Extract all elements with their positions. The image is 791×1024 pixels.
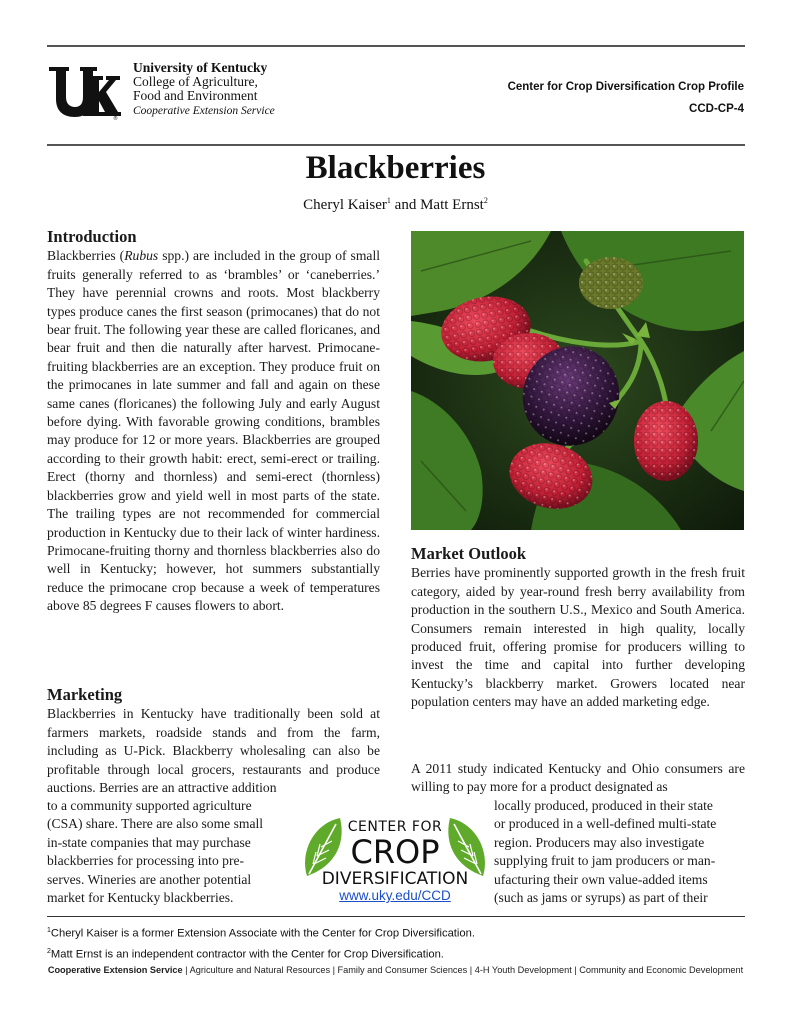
blackberry-photo [411, 231, 744, 530]
market-outlook-line: or produced in a well-defined multi-state [494, 816, 717, 832]
college-line-1: College of Agriculture, [133, 74, 258, 89]
marketing-text: Blackberries in Kentucky have traditionally been sold at farmers markets, roadside stands and from the farm, including as U-Pick. Blackberry wholesaling can also be profitable through local grocers, restaurants and produce auctions. Berries are an attractive addition [47, 706, 380, 796]
footer-programs: | Agriculture and Natural Resources | Family and Consumer Sciences | 4-H Youth Development | Community and Economic Development [182, 965, 744, 975]
author-joiner: and [390, 197, 421, 213]
series-block [508, 76, 744, 120]
footer-service: Cooperative Extension Service [47, 965, 183, 975]
market-outlook-line: (such as jams or syrups) as part of their [494, 890, 708, 906]
market-outlook-line: locally produced, produced in their state [494, 798, 713, 813]
market-outlook-paragraph-2-text: A 2011 study indicated Kentucky and Ohio consumers are willing to pay more for a product designated as [411, 761, 745, 795]
author-1: Cheryl Kaiser [303, 197, 387, 213]
marketing-heading: Marketing [47, 685, 123, 704]
footnote-1: $^1$Cheryl Kaiser is a former Extension Associate with the Center for Crop Diversification. [47, 927, 475, 940]
footnote-2: $^2$Matt Ernst is an independent contractor with the Center for Crop Diversification. [47, 947, 444, 961]
footnotes [47, 922, 745, 963]
header-rule [47, 144, 745, 146]
market-outlook-paragraph-1: Berries have prominently supported growth in the fresh fruit category, aided by year-round fresh berry availability from production in the southern U.S., Mexico and South America. Consumers remain interested in high quality, locally produced fruit, offering promise for producers willing to invest the time and capital into further developing Kentucky’s blackberry market. Growers located near population centers may have an added marketing edge. [411, 565, 745, 710]
leaf-icon [448, 818, 485, 876]
ccd-logo-line-1: CENTER FOR [347, 819, 443, 835]
footnote-rule [47, 916, 745, 917]
market-outlook-section [411, 545, 745, 712]
marketing-line: (CSA) share. There are also some small [47, 816, 264, 832]
genus-name: Rubus [124, 248, 159, 264]
marketing-section [47, 686, 380, 797]
author-2-footnote-mark: 2 [483, 196, 488, 205]
market-outlook-line: supplying fruit to jam producers or man- [494, 853, 716, 869]
marketing-line: serves. Wineries are another potential [47, 871, 252, 887]
market-outlook-heading: Market Outlook [411, 544, 527, 563]
marketing-line: in-state companies that may purchase [47, 834, 251, 850]
marketing-text-wrap [47, 797, 297, 907]
leaf-icon [305, 818, 342, 876]
extension-service: Cooperative Extension Service [133, 105, 275, 117]
introduction-text: Blackberries (Rubus spp.) are included in the group of small fruits generally referred to as ‘brambles’ or ‘caneberries.’ They have perennial crowns and roots. Most blackberry types produce canes the first season (primocanes) that do not bear fruit. The following year these are called floricanes, and bear fruit and then die naturally after harvest. Primocane-fruiting blackberries are an exception. They produce fruit on the primocanes in late summer and fall and again on these same canes (floricanes) the following July and early August before dying. With favorable growing conditions, brambles may produce for 12 or more years. Blackberries are grouped according to their growth habit: erect, semi-erect or trailing. Erect (thorny and thornless) and semi-erect (thornless) blackberries grow and yield well in most parts of the state. The trailing types are not recommended for commercial production in Kentucky due to their lack of winter hardiness. Primocane-fruiting thorny and thornless blackberries also do well in Kentucky; however, hot summers substantially reduce the primocane crop because a week of temperatures above 85 degrees F causes flowers to abort. [47, 248, 380, 614]
marketing-line: to a community supported agriculture [47, 798, 252, 813]
ccd-website-link[interactable]: www.uky.edu/CCD [339, 888, 451, 903]
author-1-footnote-mark: 1 [386, 196, 391, 205]
authors-line [0, 196, 791, 214]
marketing-line: blackberries for processing into pre- [47, 853, 245, 869]
document-code: CCD-CP-4 [689, 103, 744, 115]
blackberry-photo-drawing [411, 231, 744, 530]
uk-header [47, 60, 337, 126]
ccd-logo-line-3: DIVERSIFICATION [321, 869, 469, 889]
university-name: University of Kentucky [133, 60, 268, 75]
market-outlook-line: ufacturing their own value-added items [494, 871, 708, 887]
introduction-heading: Introduction [47, 227, 137, 246]
market-outlook-line: region. Producers may also investigate [494, 834, 705, 850]
institution-block [133, 61, 275, 118]
market-outlook-paragraph-2 [411, 760, 745, 797]
top-rule [47, 45, 745, 47]
marketing-line: market for Kentucky blackberries. [47, 890, 234, 906]
svg-text:®: ® [113, 116, 118, 120]
ccd-logo-line-2: CROP [350, 833, 440, 871]
page-title: Blackberries [305, 150, 486, 186]
series-title: Center for Crop Diversification Crop Profile [507, 81, 744, 93]
page-footer [0, 965, 791, 975]
uk-logo-icon [47, 64, 121, 120]
introduction-section [47, 228, 380, 616]
college-line-2: Food and Environment [133, 88, 258, 103]
author-2: Matt Ernst [420, 197, 484, 213]
market-outlook-text-wrap [494, 797, 745, 907]
